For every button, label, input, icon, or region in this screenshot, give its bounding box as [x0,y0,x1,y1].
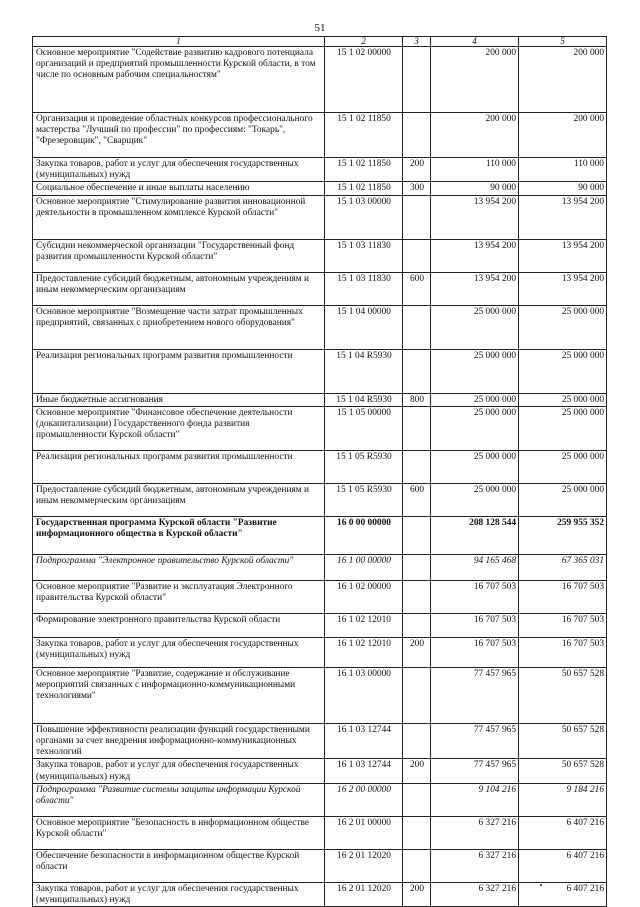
row-expense-type [403,613,431,637]
row-name: Основное мероприятие "Финансовое обеспечение деятельности (докапитализации) Государственного фонда развития промышленности Курской области" [33,406,325,450]
row-amount-2: 50 657 528 [519,667,607,723]
row-code: 16 1 03 00000 [325,667,403,723]
row-name: Закупка товаров, работ и услуг для обеспечения государственных (муниципальных) нужд [33,759,325,783]
row-amount-1: 77 457 965 [431,759,519,783]
table-row [33,783,607,816]
row-name: Предоставление субсидий бюджетным, автономным учреждениям и иным некоммерческим организациям [33,483,325,516]
budget-table [32,36,607,907]
row-amount-1: 200 000 [431,47,519,113]
row-code: 15 1 02 11850 [325,158,403,182]
row-code: 16 1 02 12010 [325,637,403,667]
row-amount-1: 110 000 [431,158,519,182]
row-expense-type [403,783,431,816]
row-name: Закупка товаров, работ и услуг для обеспечения государственных (муниципальных) нужд [33,637,325,667]
row-amount-1: 25 000 000 [431,450,519,483]
row-expense-type: 600 [403,483,431,516]
row-amount-1: 77 457 965 [431,667,519,723]
row-amount-1: 25 000 000 [431,349,519,393]
table-row [33,483,607,516]
row-expense-type [403,667,431,723]
row-code: 16 2 01 00000 [325,816,403,849]
row-amount-2: 6 407 216 [519,882,607,906]
row-amount-1: 16 707 503 [431,637,519,667]
row-code: 15 1 03 11830 [325,239,403,272]
table-row [33,516,607,554]
row-amount-2: 16 707 503 [519,580,607,613]
column-number-row [33,37,607,47]
row-amount-1: 16 707 503 [431,580,519,613]
table-row [33,393,607,406]
row-expense-type: 200 [403,637,431,667]
row-code: 15 1 04 R5930 [325,349,403,393]
row-code: 16 1 02 00000 [325,580,403,613]
row-code: 16 2 01 12020 [325,882,403,906]
row-code: 15 1 05 R5930 [325,483,403,516]
row-code: 15 1 02 11850 [325,182,403,195]
row-name: Реализация региональных программ развития промышленности [33,349,325,393]
row-expense-type [403,516,431,554]
row-expense-type [403,406,431,450]
row-amount-1: 94 165 468 [431,554,519,580]
row-amount-1: 208 128 544 [431,516,519,554]
table-row [33,580,607,613]
row-amount-2: 90 000 [519,182,607,195]
table-row [33,450,607,483]
row-amount-2: 200 000 [519,113,607,158]
table-row [33,667,607,723]
column-number-amount2: 5 [519,37,607,47]
table-row [33,613,607,637]
row-amount-1: 16 707 503 [431,613,519,637]
row-name: Предоставление субсидий бюджетным, автономным учреждениям и иным некоммерческим организациям [33,272,325,305]
row-amount-2: 6 407 216 [519,849,607,882]
row-amount-2: 25 000 000 [519,349,607,393]
row-name: Иные бюджетные ассигнования [33,393,325,406]
row-expense-type [403,349,431,393]
row-amount-1: 9 104 216 [431,783,519,816]
row-expense-type: 200 [403,882,431,906]
row-amount-1: 13 954 200 [431,195,519,239]
table-row [33,47,607,113]
row-code: 15 1 03 00000 [325,195,403,239]
table-row [33,406,607,450]
column-number-code: 2 [325,37,403,47]
row-amount-2: 25 000 000 [519,393,607,406]
row-name: Основное мероприятие "Стимулирование развития инновационной деятельности в промышленном комплексе Курской области" [33,195,325,239]
row-code: 16 0 00 00000 [325,516,403,554]
row-name: Основное мероприятие "Развитие и эксплуатация Электронного правительства Курской области" [33,580,325,613]
row-expense-type [403,849,431,882]
row-amount-2: 9 184 216 [519,783,607,816]
table-row [33,158,607,182]
row-code: 16 1 00 00000 [325,554,403,580]
row-name: Основное мероприятие "Возмещение части затрат промышленных предприятий, связанных с приобретением нового оборудования" [33,305,325,349]
row-amount-2: 200 000 [519,47,607,113]
row-name: Подпрограмма "Развитие системы защиты информации Курской области" [33,783,325,816]
row-code: 15 1 02 00000 [325,47,403,113]
row-expense-type [403,816,431,849]
row-name: Обеспечение безопасности в информационном обществе Курской области [33,849,325,882]
row-name: Субсидии некоммерческой организации "Государственный фонд развития промышленности Курской области" [33,239,325,272]
row-code: 15 1 05 00000 [325,406,403,450]
row-amount-1: 6 327 216 [431,816,519,849]
row-name: Формирование электронного правительства Курской области [33,613,325,637]
row-expense-type [403,195,431,239]
row-amount-1: 77 457 965 [431,723,519,759]
table-row [33,816,607,849]
row-amount-2: 25 000 000 [519,305,607,349]
row-amount-1: 25 000 000 [431,305,519,349]
column-number-type: 3 [403,37,431,47]
row-code: 15 1 04 00000 [325,305,403,349]
row-amount-2: 13 954 200 [519,239,607,272]
row-code: 16 1 02 12010 [325,613,403,637]
table-row [33,554,607,580]
table-row [33,182,607,195]
table-row [33,305,607,349]
row-expense-type: 800 [403,393,431,406]
row-amount-1: 25 000 000 [431,406,519,450]
row-amount-1: 13 954 200 [431,239,519,272]
row-name: Организация и проведение областных конкурсов профессионального мастерства "Лучший по профессии" по профессиям: "Токарь", "Фрезеровщик", "Сварщик" [33,113,325,158]
row-name: Основное мероприятие "Содействие развитию кадрового потенциала организаций и предприятий промышленности Курской области, в том числе по основным рабочим специальностям" [33,47,325,113]
row-code: 16 2 00 00000 [325,783,403,816]
row-amount-2: 13 954 200 [519,272,607,305]
row-amount-2: 50 657 528 [519,723,607,759]
row-amount-1: 25 000 000 [431,483,519,516]
row-amount-2: 259 955 352 [519,516,607,554]
row-expense-type: 600 [403,272,431,305]
row-amount-1: 6 327 216 [431,882,519,906]
table-row [33,239,607,272]
row-name: Основное мероприятие "Развитие, содержание и обслуживание мероприятий связанных с информационно-коммуникационными технологиями" [33,667,325,723]
table-row [33,882,607,906]
row-name: Закупка товаров, работ и услуг для обеспечения государственных (муниципальных) нужд [33,158,325,182]
row-amount-1: 13 954 200 [431,272,519,305]
row-amount-2: 6 407 216 [519,816,607,849]
table-row [33,723,607,759]
row-expense-type: 300 [403,182,431,195]
row-name: Подпрограмма "Электронное правительство Курской области" [33,554,325,580]
row-amount-1: 200 000 [431,113,519,158]
row-expense-type [403,554,431,580]
row-amount-2: 16 707 503 [519,637,607,667]
row-amount-2: 50 657 528 [519,759,607,783]
row-name: Повышение эффективности реализации функций государственными органами за счет внедрения информационно-коммуникационных технологий [33,723,325,759]
row-code: 16 1 03 12744 [325,723,403,759]
row-amount-1: 90 000 [431,182,519,195]
row-expense-type [403,239,431,272]
row-amount-2: 110 000 [519,158,607,182]
column-number-amount1: 4 [431,37,519,47]
row-expense-type [403,305,431,349]
row-expense-type [403,723,431,759]
table-row [33,195,607,239]
row-name: Государственная программа Курской области "Развитие информационного общества в Курской области" [33,516,325,554]
row-name: Закупка товаров, работ и услуг для обеспечения государственных (муниципальных) нужд [33,882,325,906]
row-code: 15 1 05 R5930 [325,450,403,483]
row-amount-1: 25 000 000 [431,393,519,406]
column-number-name: 1 [33,37,325,47]
row-expense-type [403,113,431,158]
table-row [33,637,607,667]
row-name: Основное мероприятие "Безопасность в информационном обществе Курской области" [33,816,325,849]
row-amount-2: 16 707 503 [519,613,607,637]
table-row [33,849,607,882]
row-amount-2: 13 954 200 [519,195,607,239]
table-row [33,113,607,158]
row-name: Социальное обеспечение и иные выплаты населению [33,182,325,195]
row-code: 16 2 01 12020 [325,849,403,882]
row-expense-type [403,580,431,613]
row-code: 15 1 03 11830 [325,272,403,305]
row-code: 16 1 03 12744 [325,759,403,783]
row-expense-type: 200 [403,759,431,783]
page-number: 51 [314,22,326,34]
row-expense-type [403,47,431,113]
table-row [33,759,607,783]
row-amount-2: 25 000 000 [519,450,607,483]
scan-speck [540,884,542,886]
row-expense-type: 200 [403,158,431,182]
table-row [33,272,607,305]
row-code: 15 1 04 R5930 [325,393,403,406]
row-amount-2: 67 365 031 [519,554,607,580]
table-row [33,349,607,393]
row-name: Реализация региональных программ развития промышленности [33,450,325,483]
row-amount-1: 6 327 216 [431,849,519,882]
row-amount-2: 25 000 000 [519,406,607,450]
row-expense-type [403,450,431,483]
row-code: 15 1 02 11850 [325,113,403,158]
row-amount-2: 25 000 000 [519,483,607,516]
